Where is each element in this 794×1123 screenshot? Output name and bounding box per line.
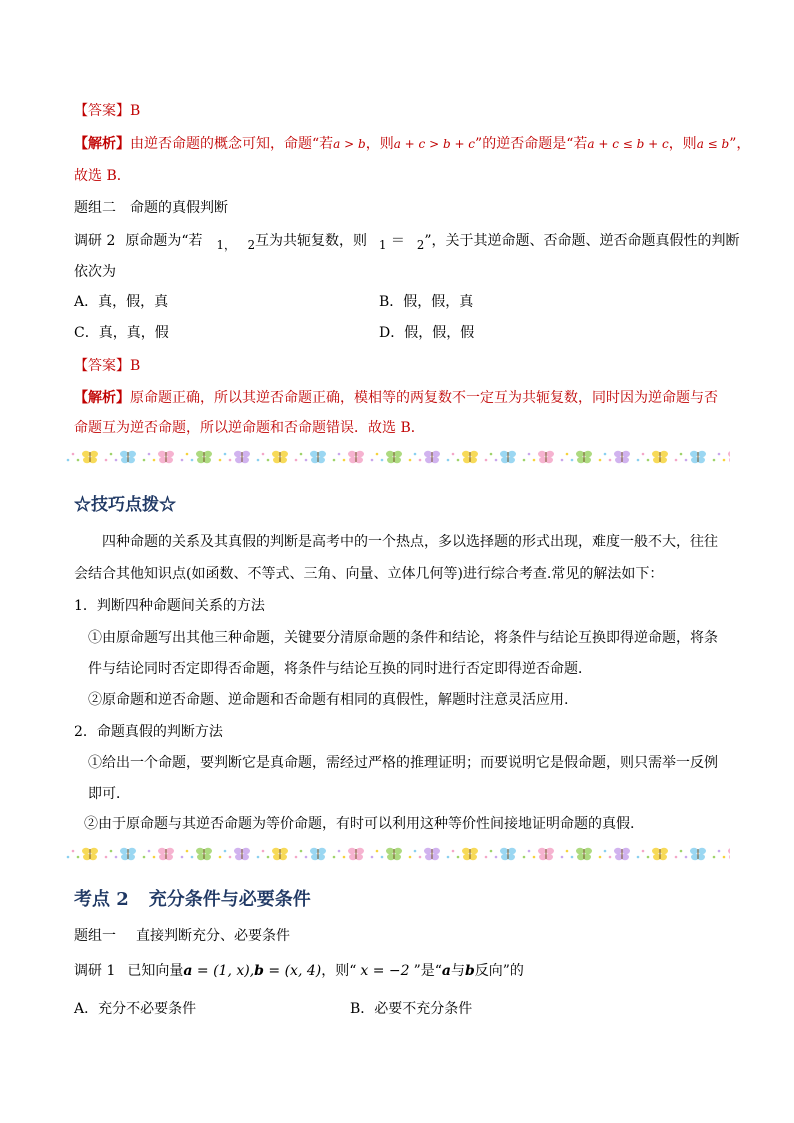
- math-expr: = (x, 4): [263, 963, 322, 979]
- math-expr: = (1, x),: [192, 963, 255, 979]
- stem-text: ，则“: [321, 963, 357, 979]
- butterfly-icon: [561, 451, 592, 463]
- stem-text: 已知向量: [127, 963, 184, 979]
- analysis-text: 原命题正确，所以其逆否命题正确，模相等的两复数不一定互为共轭复数，同时因为逆命题与否: [130, 390, 718, 406]
- vector-b: b: [464, 963, 475, 979]
- answer-line-1: [74, 100, 140, 120]
- butterfly-divider-bottom: [64, 845, 730, 863]
- tips-para-1: 四种命题的关系及其真假的判断是高考中的一个热点，多以选择题的形式出现，难度一般不大，往往: [102, 534, 718, 550]
- stem-text: 互为共轭复数，则: [255, 233, 368, 249]
- subscript: 2: [416, 237, 425, 252]
- butterfly-icon: [143, 451, 174, 463]
- section-heading: [74, 885, 311, 911]
- tips-item-1b: 件与结论同时否定即得否命题，将条件与结论互换的同时进行否定即得逆否命题．: [88, 661, 592, 677]
- math-expr: x = −2: [360, 963, 410, 979]
- analysis-line-1: [74, 133, 750, 153]
- butterfly-icon: [637, 451, 668, 463]
- butterfly-icon: [599, 451, 630, 463]
- answer-line-2: [74, 355, 140, 375]
- analysis-text: 由逆否命题的概念可知，命题“若: [130, 136, 334, 152]
- group-title: 命题的真假判断: [130, 200, 228, 216]
- butterfly-icon: [561, 848, 592, 860]
- tips-item-2b: 即可．: [88, 786, 130, 802]
- butterfly-icon: [371, 848, 402, 860]
- stem-text: ”是“: [413, 963, 442, 979]
- butterfly-icon: [333, 848, 364, 860]
- butterfly-icon: [485, 451, 516, 463]
- group-heading-2: [74, 925, 290, 945]
- butterfly-icon: [143, 848, 174, 860]
- equals-sign: ＝: [390, 233, 405, 249]
- butterfly-icon: [371, 451, 402, 463]
- stem-text: 原命题为“若: [125, 233, 203, 249]
- butterfly-icon: [257, 848, 288, 860]
- butterfly-icon: [67, 848, 98, 860]
- butterfly-divider-top: [64, 448, 730, 466]
- group-label: 题组一: [74, 928, 116, 944]
- answer-value: B: [130, 103, 141, 119]
- butterfly-icon: [181, 451, 212, 463]
- analysis-tag: 【解析】: [74, 390, 130, 406]
- vector-a: a: [441, 963, 451, 979]
- option-b: B．假，假，真: [379, 294, 474, 310]
- question-number: 调研 1: [74, 963, 116, 979]
- butterfly-icon: [409, 451, 440, 463]
- vector-b: b: [254, 963, 264, 979]
- question-number: 调研 2: [74, 233, 116, 249]
- question-stem: [74, 230, 739, 253]
- stem-text: ”，关于其逆命题、否命题、逆否命题真假性的判断: [424, 233, 740, 249]
- butterfly-icon: [637, 848, 668, 860]
- butterfly-icon: [713, 848, 730, 860]
- answer-value: B: [130, 358, 141, 374]
- butterfly-icon: [257, 451, 288, 463]
- butterfly-icon: [447, 848, 478, 860]
- butterfly-icon: [181, 848, 212, 860]
- option-c: C．真，真，假: [74, 325, 169, 341]
- question-stem-3: [74, 960, 524, 980]
- answer-tag: 【答案】: [74, 103, 130, 119]
- butterfly-icon: [523, 848, 554, 860]
- butterfly-icon: [675, 451, 706, 463]
- vector-a: a: [183, 963, 193, 979]
- butterfly-icon: [295, 451, 326, 463]
- butterfly-icon: [713, 451, 730, 463]
- butterfly-icon: [295, 848, 326, 860]
- butterfly-icon: [105, 848, 136, 860]
- math-expr: a ≤ b: [696, 137, 730, 151]
- tips-title: ☆技巧点拨☆: [74, 495, 176, 515]
- option-d: D．假，假，假: [379, 325, 475, 341]
- butterfly-icon: [675, 848, 706, 860]
- group-title: 直接判断充分、必要条件: [136, 928, 290, 944]
- tips-item-1c: ②原命题和逆否命题、逆命题和否命题有相同的真假性，解题时注意灵活应用.: [88, 692, 569, 708]
- option-b-2: B．必要不充分条件: [350, 1001, 473, 1017]
- answer-tag: 【答案】: [74, 358, 130, 374]
- math-expr: a + c ≤ b + c: [587, 137, 669, 151]
- section-title: 充分条件与必要条件: [148, 889, 311, 910]
- section-label: 考点 2: [74, 889, 129, 910]
- subscript: 2: [247, 237, 256, 252]
- butterfly-icon: [599, 848, 630, 860]
- analysis-text: ，则: [365, 136, 394, 152]
- tips-heading-1: 1．判断四种命题间关系的方法: [74, 598, 265, 614]
- butterfly-icon: [219, 848, 250, 860]
- analysis-line-4: 命题互为逆否命题，所以逆命题和否命题错误．故选 B．: [74, 420, 425, 436]
- math-expr: a + c > b + c: [393, 137, 476, 151]
- subscript: 1，: [216, 237, 236, 252]
- tips-heading-2: 2．命题真假的判断方法: [74, 724, 223, 740]
- tips-item-2c: ②由于原命题与其逆否命题为等价命题，有时可以利用这种等价性间接地证明命题的真假.: [84, 816, 635, 832]
- butterfly-icon: [67, 451, 98, 463]
- analysis-tag: 【解析】: [74, 136, 130, 152]
- option-a-2: A．充分不必要条件: [74, 1001, 197, 1017]
- butterfly-icon: [105, 451, 136, 463]
- analysis-line-2: 故选 B．: [74, 168, 131, 184]
- tips-item-2a: ①给出一个命题，要判断它是真命题，需经过严格的推理证明；而要说明它是假命题，则只需举一反例: [88, 755, 718, 771]
- butterfly-icon: [409, 848, 440, 860]
- group-label: 题组二: [74, 200, 116, 216]
- analysis-text: ”的逆否命题是“若: [475, 136, 588, 152]
- analysis-text: ”，: [729, 136, 751, 152]
- butterfly-icon: [333, 451, 364, 463]
- question-stem-line2: 依次为: [74, 264, 116, 280]
- stem-text: 反向”的: [474, 963, 524, 979]
- butterfly-icon: [523, 451, 554, 463]
- tips-item-1a: ①由原命题写出其他三种命题，关键要分清原命题的条件和结论，将条件与结论互换即得逆命题，将条: [88, 630, 718, 646]
- tips-para-2: 会结合其他知识点(如函数、不等式、三角、向量、立体几何等)进行综合考查.常见的解法如下：: [74, 566, 664, 582]
- butterfly-icon: [447, 451, 478, 463]
- group-heading: [74, 197, 228, 217]
- option-a: A．真，假，真: [74, 294, 169, 310]
- math-expr: a > b: [333, 137, 366, 151]
- analysis-text: ，则: [668, 136, 697, 152]
- analysis-line-3: [74, 387, 718, 407]
- subscript: 1: [379, 237, 387, 252]
- stem-text: 与: [450, 963, 465, 979]
- butterfly-icon: [219, 451, 250, 463]
- butterfly-icon: [485, 848, 516, 860]
